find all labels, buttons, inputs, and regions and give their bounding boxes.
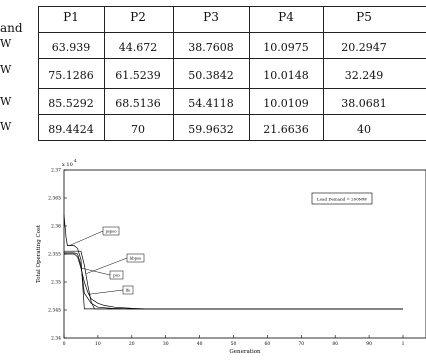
load-demand-annotation: Load Demand = 200MW: [317, 196, 367, 202]
table-cell: 59.9632: [188, 123, 234, 136]
results-table: [0, 0, 426, 140]
table-cell: 38.0681: [341, 97, 387, 110]
table-column-border: [323, 6, 324, 140]
table-bottom-border: [38, 140, 426, 141]
table-cell: 85.5292: [48, 97, 94, 110]
y-exponent-power: 4: [74, 158, 77, 163]
y-tick-label: 2.34: [50, 336, 61, 342]
x-tick-label: 20: [128, 342, 135, 347]
table-cell: 10.0975: [263, 41, 309, 54]
y-tick-label: 2.36: [50, 224, 61, 230]
table-column-border: [173, 6, 174, 140]
column-header-p2: P2: [130, 10, 146, 24]
table-cell: 32.249: [344, 69, 384, 82]
legend-label-pso: pso: [113, 272, 120, 278]
table-cell: 70: [131, 123, 145, 136]
x-tick-label: 60: [264, 342, 271, 347]
x-tick-label: 1: [401, 342, 405, 347]
table-cell: 61.5239: [115, 69, 161, 82]
table-cell: 89.4424: [48, 123, 94, 136]
table-cell: 10.0148: [263, 69, 309, 82]
table-cell: 75.1286: [48, 69, 94, 82]
table-cell: 20.2947: [341, 41, 387, 54]
row-label: W: [0, 63, 12, 76]
x-tick-label: 40: [196, 342, 203, 347]
table-cell: 63.939: [51, 41, 91, 54]
x-tick-label: 80: [332, 342, 339, 347]
x-tick-label: 90: [366, 342, 372, 347]
x-tick-label: 50: [230, 342, 237, 347]
table-cell: 40: [357, 123, 371, 136]
y-tick-label: 2.37: [50, 168, 61, 174]
table-cell: 10.0109: [263, 97, 309, 110]
y-axis-label: Total Operating Cost: [36, 224, 42, 284]
y-tick-label: 2.355: [48, 252, 61, 258]
cost-convergence-chart: [0, 150, 426, 362]
table-cell: 54.4118: [188, 97, 234, 110]
x-tick-label: 30: [162, 342, 169, 347]
legend-label-lfe: lfe: [125, 287, 131, 293]
x-tick-label: 0: [62, 342, 66, 347]
table-row-border: [38, 88, 426, 89]
table-header-border: [38, 32, 426, 33]
row-label: W: [0, 120, 12, 133]
legend-label-pspso: pspso: [105, 228, 117, 234]
y-tick-label: 2.345: [48, 308, 61, 314]
row-label: W: [0, 37, 12, 50]
y-tick-label: 2.35: [50, 280, 61, 286]
table-cell: 44.672: [118, 41, 158, 54]
x-tick-label: 70: [298, 342, 305, 347]
table-corner-label: and: [0, 21, 23, 35]
y-exponent-label: x 10: [62, 162, 73, 168]
table-cell: 50.3842: [188, 69, 234, 82]
y-tick-label: 2.365: [48, 196, 61, 202]
column-header-p1: P1: [63, 10, 79, 24]
table-cell: 68.5136: [115, 97, 161, 110]
table-row-border: [38, 58, 426, 59]
legend-label-bbpso: bbpso: [129, 255, 142, 261]
column-header-p5: P5: [356, 10, 372, 24]
table-row-border: [38, 114, 426, 115]
column-header-p4: P4: [278, 10, 294, 24]
x-tick-label: 10: [95, 342, 101, 347]
table-top-border: [38, 6, 426, 7]
row-label: W: [0, 95, 12, 108]
column-header-p3: P3: [203, 10, 219, 24]
x-axis-label: Generation: [229, 349, 261, 355]
table-cell: 21.6636: [263, 123, 309, 136]
table-column-border: [249, 6, 250, 140]
table-cell: 38.7608: [188, 41, 234, 54]
